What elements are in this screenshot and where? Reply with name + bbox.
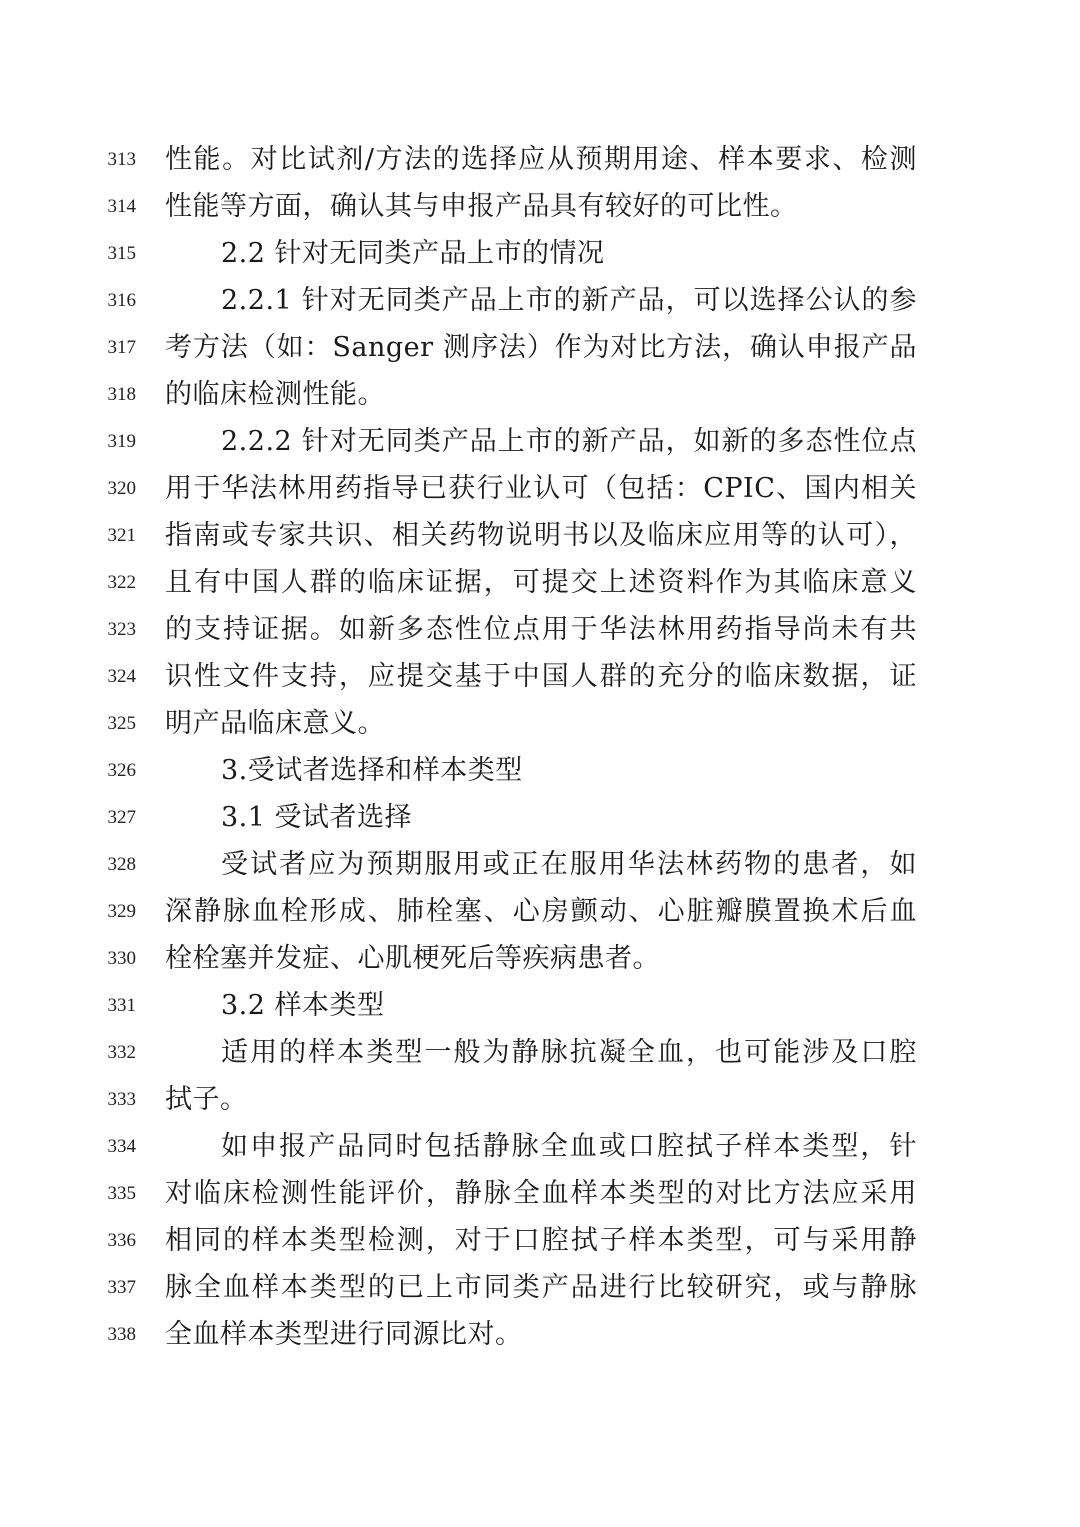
text-line — [0, 935, 1080, 982]
line-text: 全血样本类型进行同源比对。 — [165, 1319, 523, 1350]
section-heading-line — [0, 230, 1080, 277]
line-text: 明产品临床意义。 — [165, 708, 385, 739]
text-line — [0, 1029, 1080, 1076]
line-number: 326 — [107, 760, 136, 781]
text-line — [0, 418, 1080, 465]
text-line — [0, 1264, 1080, 1311]
line-number: 327 — [107, 807, 136, 828]
line-text: 拭子。 — [165, 1084, 248, 1115]
text-line — [0, 136, 1080, 183]
line-number: 314 — [107, 196, 136, 217]
line-text: 指南或专家共识、相关药物说明书以及临床应用等的认可）， — [165, 520, 917, 551]
section-heading: 2.2 针对无同类产品上市的情况 — [221, 238, 605, 269]
text-line — [0, 465, 1080, 512]
line-number: 330 — [107, 948, 136, 969]
line-text: 且有中国人群的临床证据，可提交上述资料作为其临床意义 — [165, 567, 917, 598]
line-number: 325 — [107, 713, 136, 734]
line-text: 的支持证据。如新多态性位点用于华法林用药指导尚未有共 — [165, 614, 917, 645]
line-number: 324 — [107, 666, 136, 687]
line-text: 相同的样本类型检测，对于口腔拭子样本类型，可与采用静 — [165, 1225, 917, 1256]
text-line — [0, 700, 1080, 747]
text-line — [0, 371, 1080, 418]
line-number: 320 — [107, 478, 136, 499]
line-number: 338 — [107, 1324, 136, 1345]
line-number: 317 — [107, 337, 136, 358]
line-text: 用于华法林用药指导已获行业认可（包括：CPIC、国内相关 — [165, 473, 917, 504]
line-text: 对临床检测性能评价，静脉全血样本类型的对比方法应采用 — [165, 1178, 917, 1209]
line-number: 334 — [107, 1136, 136, 1157]
line-number: 315 — [107, 243, 136, 264]
line-text: 受试者应为预期服用或正在服用华法林药物的患者，如 — [221, 849, 917, 880]
line-text: 性能等方面，确认其与申报产品具有较好的可比性。 — [165, 191, 798, 222]
text-line — [0, 1217, 1080, 1264]
line-text: 性能。对比试剂/方法的选择应从预期用途、样本要求、检测 — [165, 144, 917, 175]
text-line — [0, 1123, 1080, 1170]
line-text: 识性文件支持，应提交基于中国人群的充分的临床数据，证 — [165, 661, 917, 692]
line-text: 考方法（如：Sanger 测序法）作为对比方法，确认申报产品 — [165, 332, 917, 363]
line-number: 313 — [107, 149, 136, 170]
text-line — [0, 606, 1080, 653]
text-line — [0, 277, 1080, 324]
line-text: 2.2.2 针对无同类产品上市的新产品，如新的多态性位点 — [221, 426, 917, 457]
line-number: 331 — [107, 995, 136, 1016]
line-number: 316 — [107, 290, 136, 311]
text-line — [0, 841, 1080, 888]
line-number: 321 — [107, 525, 136, 546]
line-number: 322 — [107, 572, 136, 593]
section-heading: 3.1 受试者选择 — [221, 802, 413, 833]
line-text: 适用的样本类型一般为静脉抗凝全血，也可能涉及口腔 — [221, 1037, 917, 1068]
section-heading: 3.受试者选择和样本类型 — [221, 755, 523, 786]
section-heading-line — [0, 747, 1080, 794]
line-number: 333 — [107, 1089, 136, 1110]
line-number: 332 — [107, 1042, 136, 1063]
section-heading: 3.2 样本类型 — [221, 990, 385, 1021]
line-text: 的临床检测性能。 — [165, 379, 385, 410]
text-line — [0, 653, 1080, 700]
line-number: 335 — [107, 1183, 136, 1204]
text-line — [0, 183, 1080, 230]
text-line — [0, 512, 1080, 559]
line-text: 2.2.1 针对无同类产品上市的新产品，可以选择公认的参 — [221, 285, 917, 316]
text-line — [0, 324, 1080, 371]
line-text: 栓栓塞并发症、心肌梗死后等疾病患者。 — [165, 943, 660, 974]
line-number: 318 — [107, 384, 136, 405]
line-number: 336 — [107, 1230, 136, 1251]
line-number: 323 — [107, 619, 136, 640]
line-number: 328 — [107, 854, 136, 875]
line-number: 329 — [107, 901, 136, 922]
section-heading-line — [0, 794, 1080, 841]
text-line — [0, 1076, 1080, 1123]
line-number: 319 — [107, 431, 136, 452]
line-text: 脉全血样本类型的已上市同类产品进行比较研究，或与静脉 — [165, 1272, 917, 1303]
text-line — [0, 1311, 1080, 1358]
text-line — [0, 888, 1080, 935]
line-number: 337 — [107, 1277, 136, 1298]
text-line — [0, 1170, 1080, 1217]
text-line — [0, 559, 1080, 606]
section-heading-line — [0, 982, 1080, 1029]
line-text: 如申报产品同时包括静脉全血或口腔拭子样本类型，针 — [221, 1131, 917, 1162]
line-text: 深静脉血栓形成、肺栓塞、心房颤动、心脏瓣膜置换术后血 — [165, 896, 917, 927]
